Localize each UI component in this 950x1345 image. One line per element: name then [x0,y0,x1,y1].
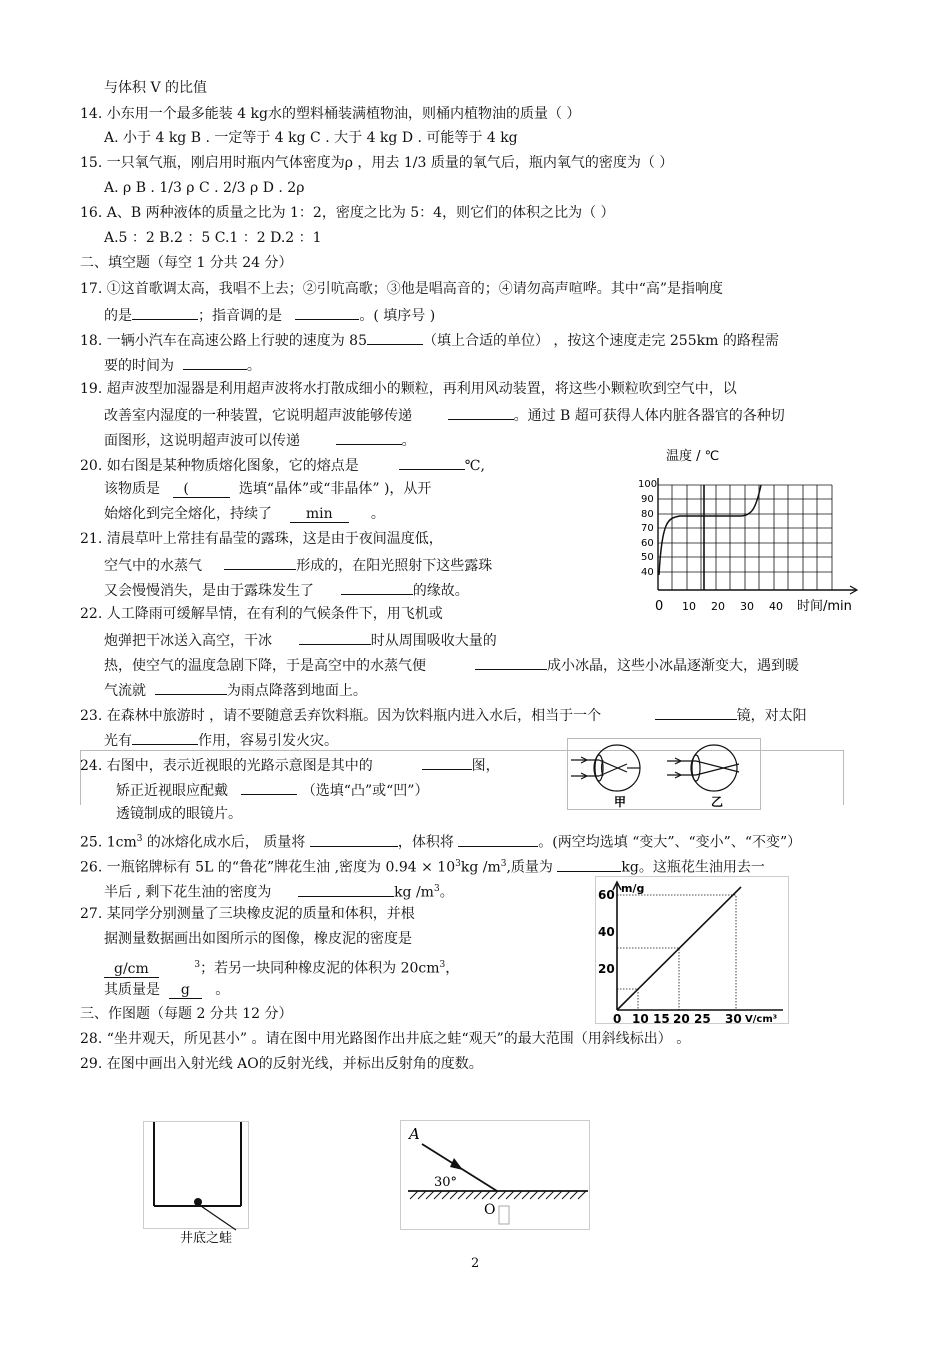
blank-26-1[interactable] [557,857,621,872]
blank-23-2[interactable] [132,730,198,745]
melt-xtick: 20 [711,600,725,613]
question-21-line3: 又会慢慢消失，是由于露珠发生了 的缘故。 [104,580,469,600]
question-15: 15. 一只氧气瓶，刚启用时瓶内气体密度为ρ ，用去 1/3 质量的氧气后，瓶内氧气的密度为（ ） [80,155,674,171]
question-16: 16. A、B 两种液体的质量之比为 1：2，密度之比为 5：4，则它们的体积之比为（ ） [80,205,615,221]
frog-pointer [198,1204,236,1230]
question-21-line2: 空气中的水蒸气 形成的，在阳光照射下这些露珠 [104,555,492,575]
question-22-line2: 炮弹把干冰送入高空，干冰 时从周围吸收大量的 [104,630,497,650]
question-17: 17. ①这首歌调太高，我唱不上去；②引吭高歌；③他是唱高音的；④请勿高声喧哗。其中“高”是指响度 [80,281,724,297]
frog-dot [194,1198,202,1206]
mv-xtick: 10 [632,1012,649,1024]
melt-grid [658,485,832,590]
point-o-label: O [484,1202,496,1218]
blank-21-2[interactable] [341,580,413,595]
mv-ytick: 60 [598,888,615,902]
melt-xtick: 30 [740,600,754,613]
question-23: 23. 在森林中旅游时 ，请不要随意丢弃饮料瓶。因为饮料瓶内进入水后，相当于一个 镜，对太阳 [80,705,807,725]
eye-a-label: 甲 [614,795,627,809]
question-25: 25. $1cm^3$ 的冰熔化成水后， 质量将 ，体积将 。(两空均选填 “变大”、“变小”、“不变”） [80,830,801,852]
blank-24-2[interactable] [241,780,297,795]
question-24: 24. 右图中，表示近视眼的光路示意图是其中的 图， [80,755,500,775]
mirror-hatching [410,1191,586,1199]
melt-xticks [655,599,783,614]
eye-a [571,745,640,791]
blank-27-2[interactable]: g [169,982,202,999]
melt-ytick: 80 [641,509,654,520]
mv-ylabel: m/g [621,882,645,895]
mass-volume-chart [595,876,789,1024]
mv-xtick: 30 [725,1012,742,1024]
blank-22-3[interactable] [155,680,227,695]
section-2-heading: 二、填空题（每空 1 分共 24 分） [80,255,293,271]
eye-b-label: 乙 [711,795,724,809]
melt-xtick: 40 [769,600,783,613]
melt-ytick: 100 [638,479,658,490]
melt-curve [659,485,761,575]
blank-19-1[interactable] [448,405,514,420]
melt-xlabel: 时间/min [797,599,852,614]
melt-ytick: 70 [641,523,654,534]
blank-22-1[interactable] [299,630,371,645]
blank-25-2[interactable] [458,832,538,847]
blank-17-2[interactable] [295,305,359,320]
question-27-line3: g/cm $^3$；若另一块同种橡皮泥的体积为 $20cm^3$， [104,956,459,978]
normal-placeholder [499,1206,509,1224]
question-17-blanks: 的是 ；指音调的是 。( 填序号 ) [104,305,435,325]
blank-21-1[interactable] [224,555,296,570]
blank-19-2[interactable] [336,430,402,445]
question-20-line3: 始熔化到完全熔化，持续了 min 。 [104,506,385,522]
mv-xtick: 0 [613,1012,622,1024]
mv-xlabel: V/cm³ [745,1014,778,1024]
mv-xtick: 20 [673,1012,690,1024]
question-14-options: A. 小于 4 kg B . 一定等于 4 kg C . 大于 4 kg D . 可能等于 4 kg [104,130,518,146]
blank-17-1[interactable] [132,305,198,320]
q13-continuation: 与体积 V 的比值 [104,80,208,96]
mv-yticks [598,888,615,976]
page-number: 2 [471,1256,480,1271]
question-22: 22. 人工降雨可缓解旱情，在有利的气候条件下，用飞机或 [80,606,443,622]
question-19-line2: 改善室内湿度的一种装置，它说明超声波能够传递 。通过 B 超可获得人体内脏各器官的各种切 [104,405,785,425]
question-26-line2: 半后 , 剩下花生油的密度为 kg $/m^3$。 [104,880,454,902]
blank-22-2[interactable] [475,655,547,670]
blank-25-1[interactable] [310,832,398,847]
question-28: 28. “坐井观天，所见甚小” 。请在图中用光路图作出井底之蛙“观天”的最大范围（用斜线标出） 。 [80,1031,691,1047]
question-19: 19. 超声波型加湿器是利用超声波将水打散成细小的颗粒，再利用风动装置，将这些小颗粒吹到空气中，以 [80,381,737,397]
melt-ytick: 50 [641,552,654,563]
melt-ytick: 90 [641,494,654,505]
blank-23-1[interactable] [655,705,737,720]
question-16-options: A.5 ：2 B.2 ：5 C.1 ：2 D.2 ：1 [104,230,322,246]
question-24-line3: 透镜制成的眼镜片。 [116,806,242,822]
question-20-line2: 该物质是 ( 选填“晶体”或“非晶体” )，从开 [104,481,432,497]
mv-xticks [613,1012,742,1024]
question-18: 18. 一辆小汽车在高速公路上行驶的速度为 85 （填上合适的单位） ，按这个速度走完 255km 的路程需 [80,330,779,350]
ray-arrow [450,1158,463,1170]
mv-ytick: 40 [598,925,615,939]
melt-xtick: 0 [655,599,664,614]
question-20: 20. 如右图是某种物质熔化图象，它的熔点是 ℃, [80,455,485,475]
melt-ytick: 60 [641,538,654,549]
question-15-options: A. ρ B . 1/3 ρ C . 2/3 ρ D . 2ρ [104,180,305,196]
well-caption: 井底之蛙 [180,1231,233,1246]
question-21: 21. 清晨草叶上常挂有晶莹的露珠，这是由于夜间温度低， [80,531,443,547]
blank-26-2[interactable] [298,882,394,897]
section-3-heading: 三、作图题（每题 2 分共 12 分） [80,1006,293,1022]
blank-18-1[interactable] [367,330,423,345]
question-27-line4: 其质量是 g 。 [104,982,230,998]
blank-20-2[interactable]: ( [173,481,230,498]
eye-diagram [567,738,761,810]
question-22-line3: 热，使空气的温度急剧下降，于是高空中的水蒸气便 成小冰晶，这些小冰晶逐渐变大，遇到暖 [104,655,799,675]
mv-xtick: 25 [694,1012,711,1024]
eye-b [667,745,739,791]
eye-diagram-frame [568,739,761,810]
question-27: 27. 某同学分别测量了三块橡皮泥的质量和体积，并根 [80,906,415,922]
question-27-line2: 据测量数据画出如图所示的图像，橡皮泥的密度是 [104,931,412,947]
mv-ytick: 20 [598,962,615,976]
angle-label: 30° [434,1175,458,1190]
question-19-line3: 面图形，这说明超声波可以传递 。 [104,430,416,450]
ray-label-a: A [409,1125,420,1143]
question-14: 14. 小东用一个最多能装 4 kg水的塑料桶装满植物油，则桶内植物油的质量（ ） [80,106,581,122]
blank-27-1[interactable]: g/cm [104,961,159,978]
melt-yticks [638,479,657,578]
question-22-line4: 气流就 为雨点降落到地面上。 [104,680,367,700]
mirror-reflection-figure [400,1120,590,1230]
question-23-line2: 光有 作用，容易引发火灾。 [104,730,338,750]
question-26: 26. 一瓶铭牌标有 5L 的“鲁花”牌花生油 ,密度为 $0.94 \times 10^3kg$ $/m^3$,质量为 kg。这瓶花生油用去一 [80,855,765,877]
well-frog-figure [140,1118,252,1248]
blank-24-1[interactable] [422,755,472,770]
blank-20-1[interactable] [399,455,465,470]
question-24-line2: 矫正近视眼应配戴 （选填“凸”或“凹”） [116,780,428,800]
question-18-line2: 要的时间为 。 [104,355,261,375]
melt-ylabel: 温度 / ℃ [666,449,720,464]
melting-chart [628,440,860,618]
melt-xtick: 10 [682,600,696,613]
blank-18-2[interactable] [183,355,247,370]
mv-xtick: 15 [653,1012,670,1024]
question-29: 29. 在图中画出入射光线 AO的反射光线，并标出反射角的度数。 [80,1056,483,1072]
blank-20-3[interactable]: min [290,506,349,523]
melt-ytick: 40 [641,567,654,578]
